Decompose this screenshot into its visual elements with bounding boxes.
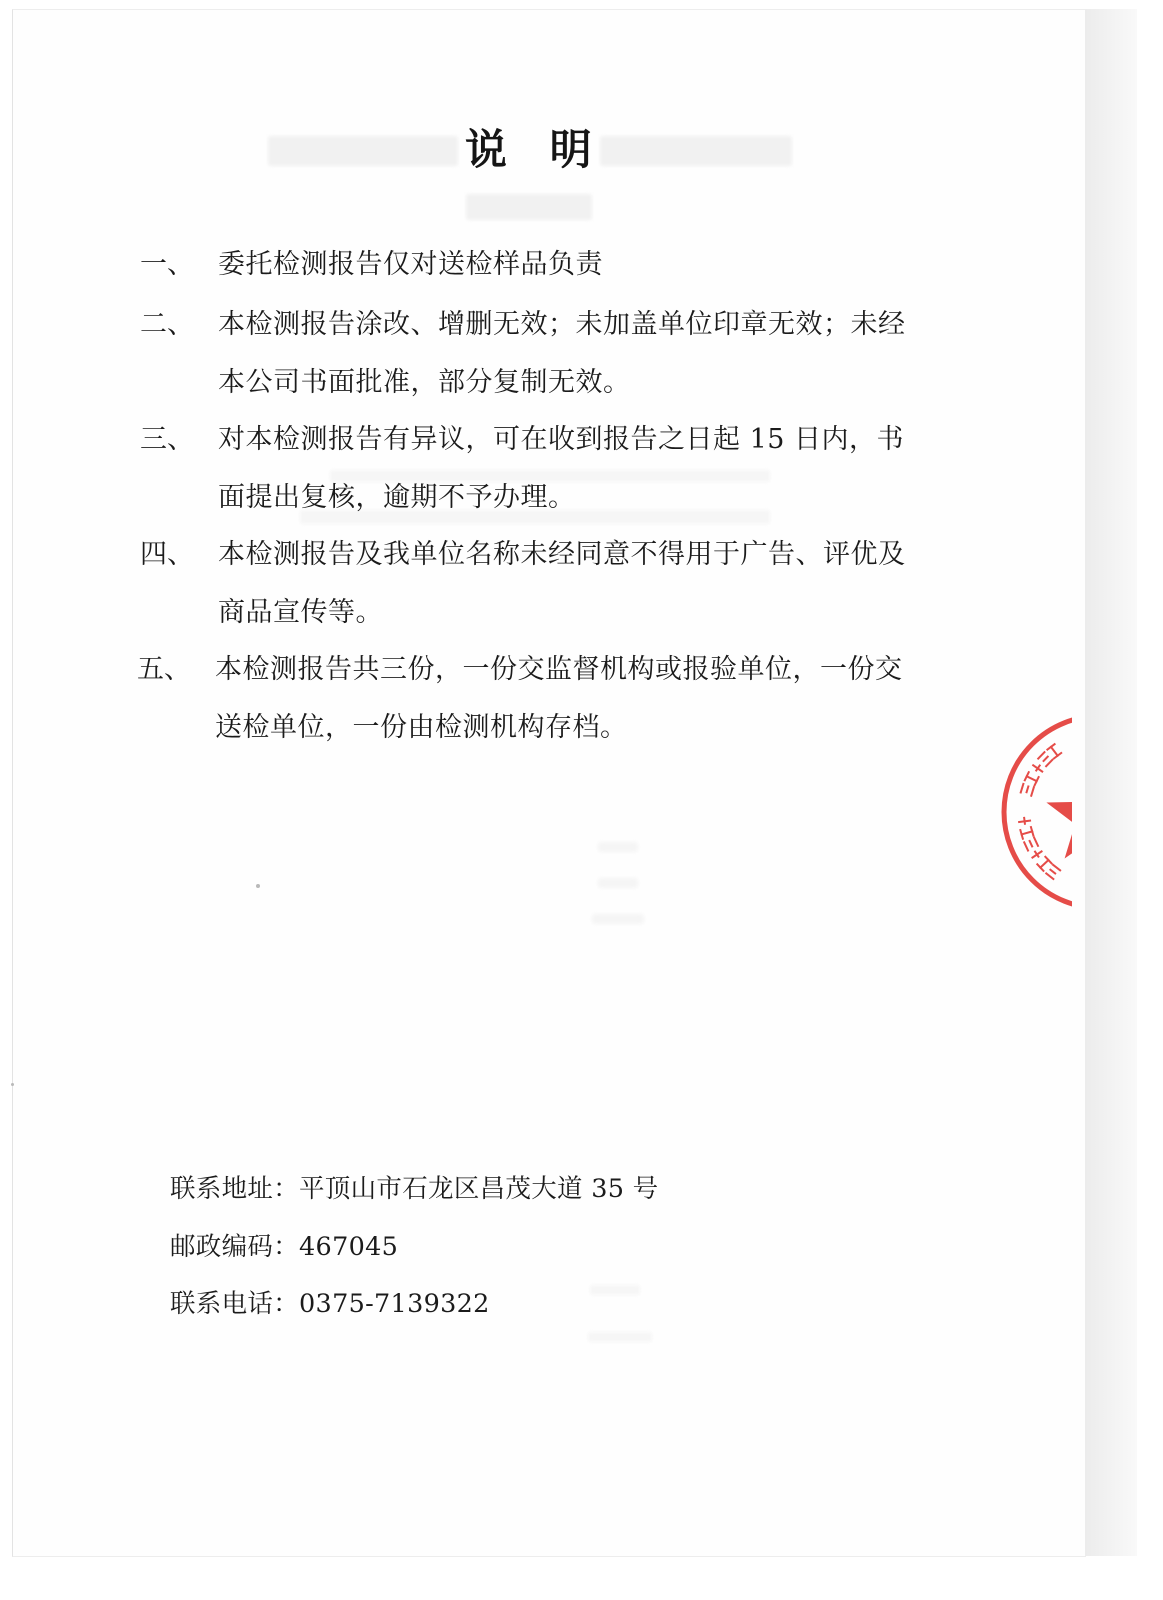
scan-speck xyxy=(256,884,260,888)
clause-text-line: 委托检测报告仅对送检样品负责 xyxy=(218,249,603,280)
seal-lettering-mark xyxy=(1019,826,1035,840)
seal-graphic xyxy=(990,700,1072,930)
clause-item xyxy=(140,411,930,531)
show-through-mark xyxy=(598,878,638,888)
scan-edge-shadow xyxy=(1085,9,1137,1556)
clause-text-line: 对本检测报告有异议，可在收到报告之日起 15 日内，书 xyxy=(218,424,905,455)
seal-lettering-mark xyxy=(1030,761,1045,775)
clause-text-line: 本检测报告共三份，一份交监督机构或报验单位，一份交 xyxy=(215,654,903,685)
clause-text-line: 面提出复核，逾期不予办理。 xyxy=(218,481,576,513)
clause-text-line: 商品宣传等。 xyxy=(218,596,383,628)
contact-postcode-label: 邮政编码： xyxy=(170,1231,300,1262)
seal-lettering-mark xyxy=(1019,783,1035,797)
show-through-mark xyxy=(588,1332,652,1342)
scan-speck xyxy=(11,1083,14,1086)
show-through-mark xyxy=(268,136,458,166)
seal-star-icon xyxy=(1046,768,1072,859)
clause-text xyxy=(215,641,925,756)
clause-text-line: 本公司书面批准，部分复制无效。 xyxy=(218,366,631,398)
contact-phone-label: 联系电话： xyxy=(170,1289,300,1319)
clause-item xyxy=(137,641,927,761)
contact-address-value: 平顶山市石龙区昌茂大道 35 号 xyxy=(299,1174,659,1204)
company-seal xyxy=(990,700,1072,930)
clause-number: 一、 xyxy=(140,249,194,280)
seal-lettering-mark xyxy=(1018,816,1032,826)
clause-number: 二、 xyxy=(140,309,194,340)
seal-lettering-mark xyxy=(1023,771,1040,787)
clause-text-line: 本检测报告涂改、增删无效；未加盖单位印章无效；未经 xyxy=(218,309,906,340)
clause-text-line: 本检测报告及我单位名称未经同意不得用于广告、评优及 xyxy=(218,539,906,570)
show-through-mark xyxy=(466,194,592,220)
contact-postcode-value: 467045 xyxy=(299,1231,399,1262)
contact-phone xyxy=(170,1276,870,1334)
clause-item xyxy=(140,526,930,646)
clause-text xyxy=(218,236,928,294)
clause-item xyxy=(140,296,930,416)
contact-phone-value: 0375-7139322 xyxy=(299,1289,490,1319)
clause-number: 四、 xyxy=(140,539,194,570)
clause-number: 三、 xyxy=(140,424,194,455)
contact-address xyxy=(170,1161,870,1219)
clause-text xyxy=(218,411,928,526)
show-through-mark xyxy=(598,842,638,852)
show-through-mark xyxy=(600,136,792,166)
clause-text-line: 送检单位，一份由检测机构存档。 xyxy=(215,711,628,743)
page-title: 说 明 xyxy=(465,125,606,174)
seal-lettering-mark xyxy=(1029,847,1044,861)
clause-text xyxy=(218,296,928,411)
contact-address-label: 联系地址： xyxy=(170,1174,300,1204)
show-through-mark xyxy=(592,914,644,924)
contact-block xyxy=(170,1161,870,1334)
clause-text xyxy=(218,526,928,641)
seal-lettering-mark xyxy=(1023,836,1039,851)
contact-postcode xyxy=(170,1219,870,1277)
clause-number: 五、 xyxy=(137,654,191,685)
seal-lettering-mark xyxy=(1045,863,1062,880)
